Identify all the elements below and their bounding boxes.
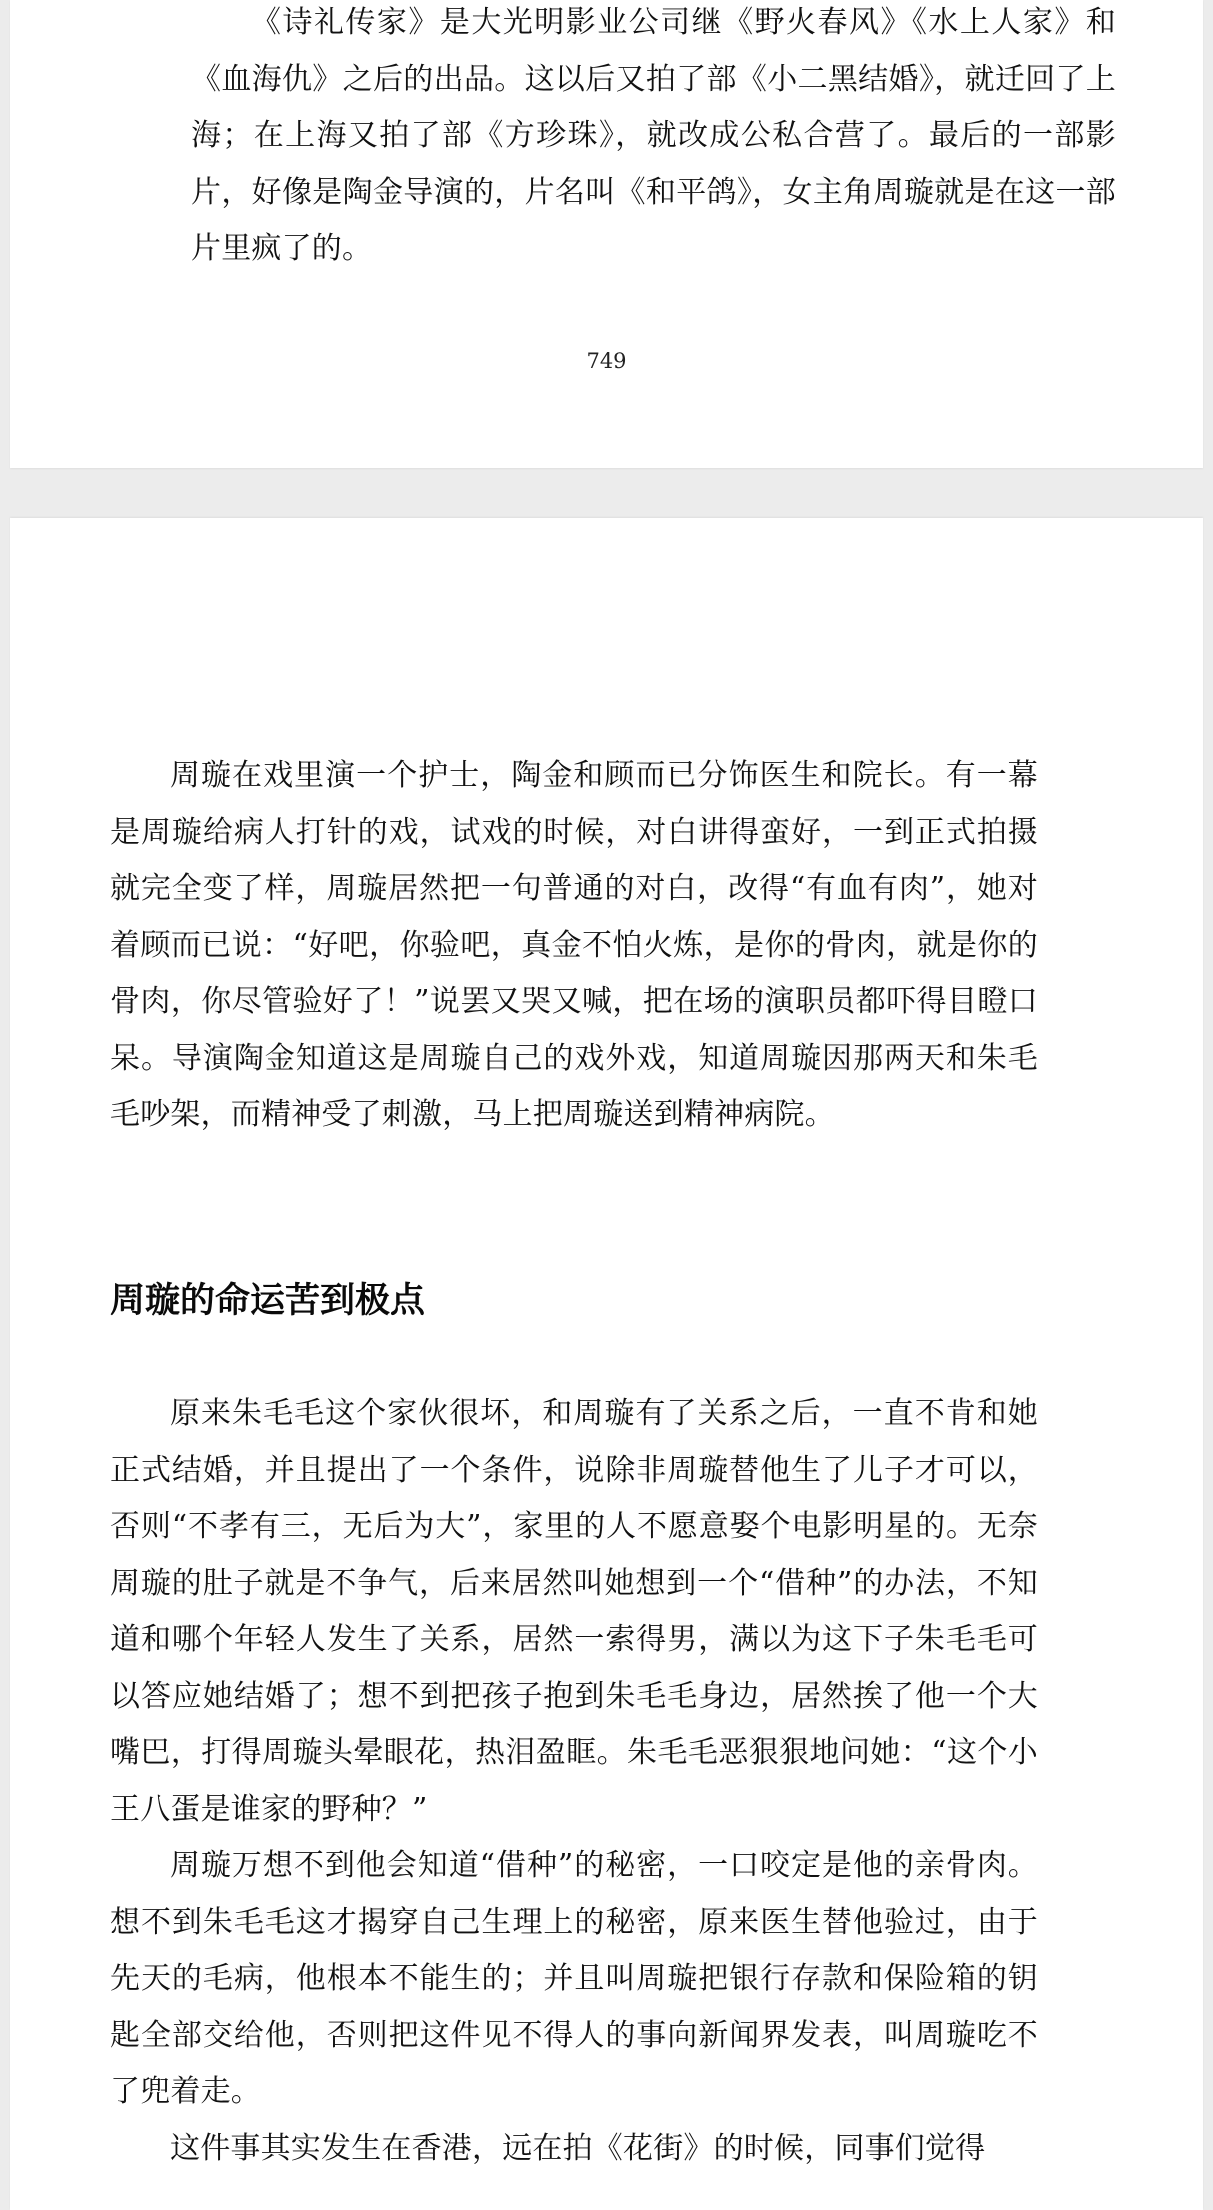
document-page-bottom [10,518,1203,2210]
section-heading: 周璇的命运苦到极点 [110,1280,426,1321]
paragraph-secret-revealed: 周璇万想不到他会知道“借种”的秘密，一口咬定是他的亲骨肉。想不到朱毛毛这才揭穿自己生理上的秘密，原来医生替他验过，由于先天的毛病，他根本不能生的；并且叫周璇把银行存款和保险箱的钥匙全部交给他，否则把这件见不得人的事向新闻界发表，叫周璇吃不了兜着走。 [110,1848,1038,2109]
paragraph-film-history: 《诗礼传家》是大光明影业公司继《野火春风》《水上人家》和《血海仇》之后的出品。这以后又拍了部《小二黑结婚》，就迁回了上海；在上海又拍了部《方珍珠》，就改成公私合营了。最后的一部影片，好像是陶金导演的，片名叫《和平鸽》，女主角周璇就是在这一部片里疯了的。 [191,5,1116,266]
paragraph-nurse-role: 周璇在戏里演一个护士，陶金和顾而已分饰医生和院长。有一幕是周璇给病人打针的戏，试戏的时候，对白讲得蛮好，一到正式拍摄就完全变了样，周璇居然把一句普通的对白，改得“有血有肉”，她对着顾而已说：“好吧，你验吧，真金不怕火炼，是你的骨肉，就是你的骨肉，你尽管验好了！”说罢又哭又喊，把在场的演职员都吓得目瞪口呆。导演陶金知道这是周璇自己的戏外戏，知道周璇因那两天和朱毛毛吵架，而精神受了刺激，马上把周璇送到精神病院。 [110,758,1038,1132]
paragraph-zhu-maomao: 原来朱毛毛这个家伙很坏，和周璇有了关系之后，一直不肯和她正式结婚，并且提出了一个条件，说除非周璇替他生了儿子才可以，否则“不孝有三，无后为大”，家里的人不愿意娶个电影明星的。无奈周璇的肚子就是不争气，后来居然叫她想到一个“借种”的办法，不知道和哪个年轻人发生了关系，居然一索得男，满以为这下子朱毛毛可以答应她结婚了；想不到把孩子抱到朱毛毛身边，居然挨了他一个大嘴巴，打得周璇头晕眼花，热泪盈眶。朱毛毛恶狠狠地问她：“这个小王八蛋是谁家的野种？” [110,1396,1038,1827]
section-body [110,1386,1038,2177]
page-number: 749 [586,349,627,373]
paragraph-hong-kong: 这件事其实发生在香港，远在拍《花街》的时候，同事们觉得 [170,2130,986,2166]
document-page-top [10,0,1203,468]
